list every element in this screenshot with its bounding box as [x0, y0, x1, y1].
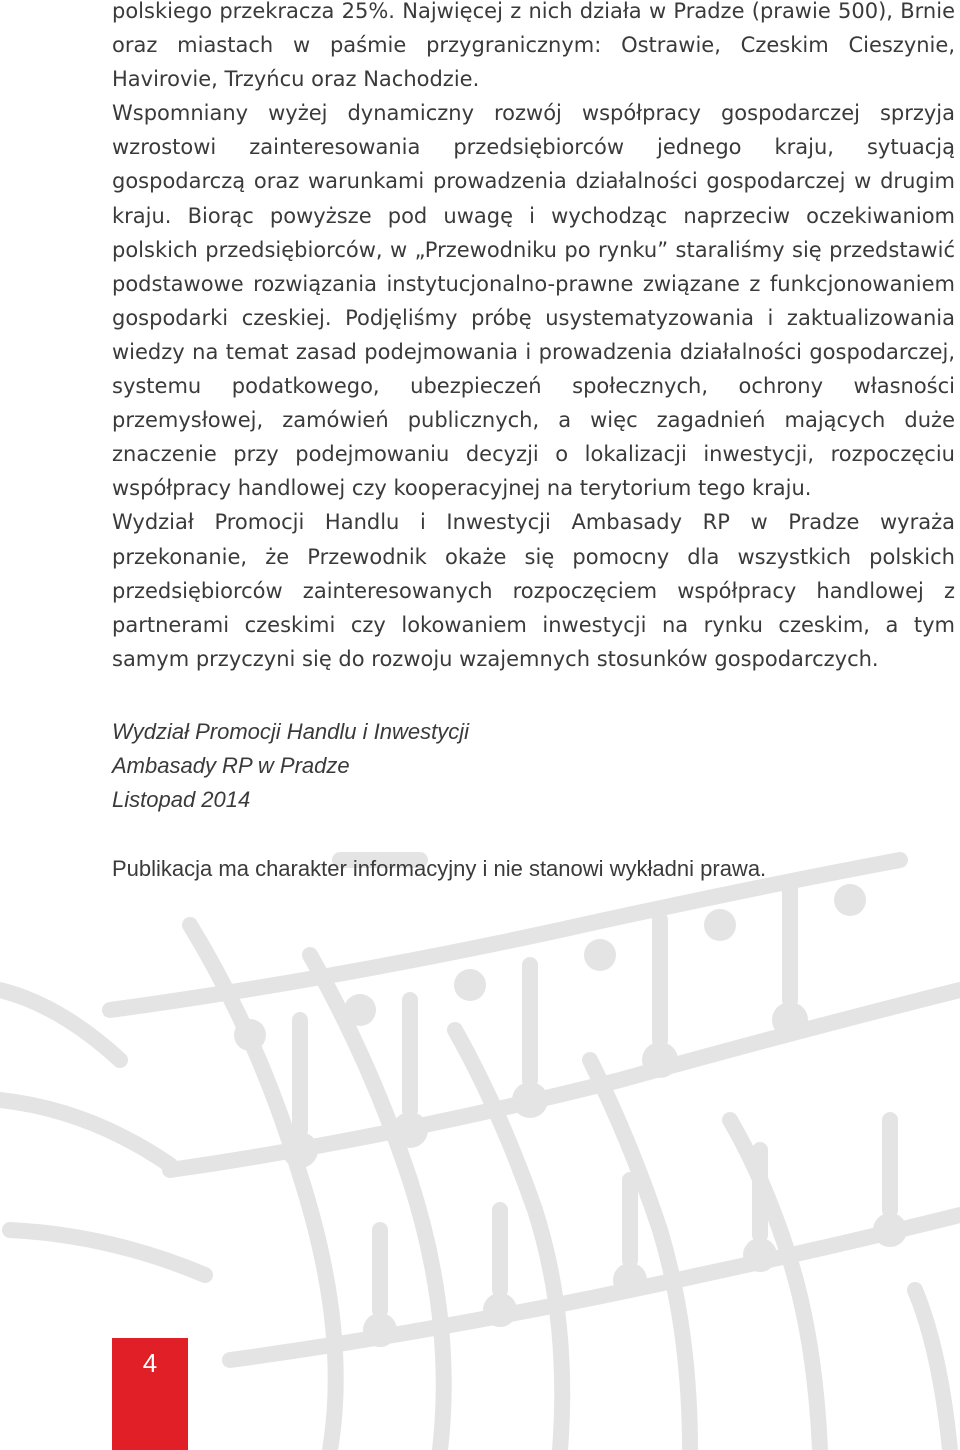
signature-block	[112, 715, 469, 817]
paragraph-2: Wspomniany wyżej dynamiczny rozwój współpracy gospodarczej sprzyja wzrostowi zainteresowania przedsiębiorców jednego kraju, sytuacją gospodarczą oraz warunkami prowadzenia działalności gospodarczej w drugim kraju. Biorąc powyższe pod uwagę i wychodząc naprzeciw oczekiwaniom polskich przedsiębiorców, w „Przewodniku po rynku” staraliśmy się przedstawić podstawowe rozwiązania instytucjonalno-prawne związane z funkcjonowaniem gospodarki czeskiej. Podjęliśmy próbę usystematyzowania i zaktualizowania wiedzy na temat zasad podejmowania i prowadzenia działalności gospodarczej, systemu podatkowego, ubezpieczeń społecznych, ochrony własności przemysłowej, zamówień publicznych, a więc zagadnień mających duże znaczenie przy podejmowaniu decyzji o lokalizacji inwestycji, rozpoczęciu współpracy handlowej czy kooperacyjnej na terytorium tego kraju.	[112, 101, 955, 501]
body-text	[112, 0, 955, 676]
paragraph-1: polskiego przekracza 25%. Najwięcej z nich działa w Pradze (prawie 500), Brnie oraz miastach w paśmie przygranicznym: Ostrawie, Czeskim Cieszynie, Havirovie, Trzyńcu oraz Nachodzie.	[112, 0, 955, 92]
disclaimer: Publikacja ma charakter informacyjny i nie stanowi wykładni prawa.	[112, 856, 767, 881]
page-number: 4	[142, 1348, 158, 1378]
signature-line-date: Listopad 2014	[112, 787, 251, 812]
signature-line-department: Wydział Promocji Handlu i Inwestycji	[112, 719, 469, 744]
paragraph-3: Wydział Promocji Handlu i Inwestycji Ambasady RP w Pradze wyraża przekonanie, że Przewodnik okaże się pomocny dla wszystkich polskich przedsiębiorców zainteresowanych rozpoczęciem współpracy handlowej z partnerami czeskimi czy lokowaniem inwestycji na rynku czeskim, a tym samym przyczyni się do rozwoju wzajemnych stosunków gospodarczych.	[112, 510, 955, 671]
page-number-tab	[112, 1338, 188, 1450]
signature-line-embassy: Ambasady RP w Pradze	[112, 753, 350, 778]
